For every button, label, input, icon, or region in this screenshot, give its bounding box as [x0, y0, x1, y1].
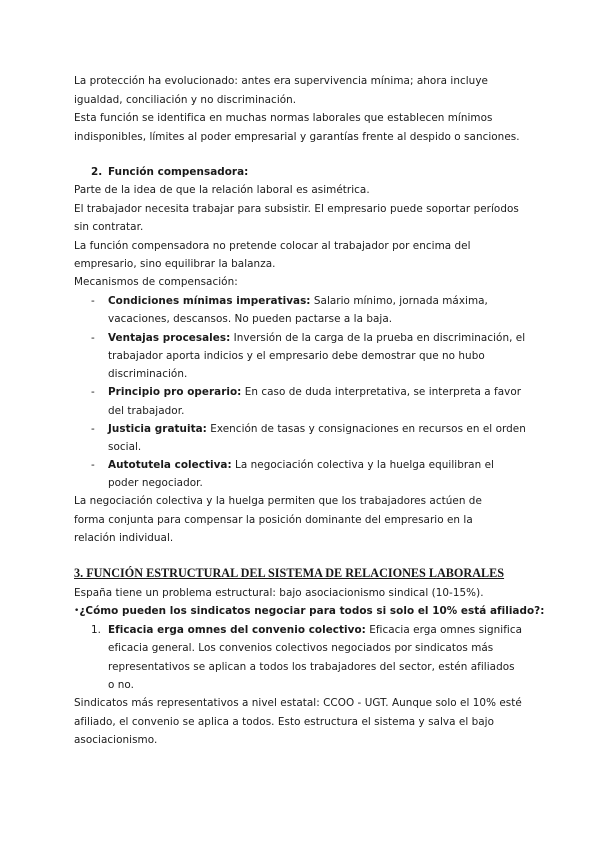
- question-text: ¿Cómo pueden los sindicatos negociar para todos si solo el 10% está afiliado?:: [79, 605, 545, 617]
- paragraph-line: afiliado, el convenio se aplica a todos. Esto estructura el sistema y salva el bajo: [74, 716, 495, 728]
- mechanism-text: En caso de duda interpretativa, se interpreta a favor: [241, 386, 522, 398]
- mechanism-term: Condiciones mínimas imperativas:: [108, 295, 311, 307]
- item-continuation: eficacia general. Los convenios colectivos negociados por sindicatos más: [108, 642, 494, 654]
- paragraph-line: asociacionismo.: [74, 734, 158, 746]
- numbered-item: [108, 621, 522, 639]
- mechanism-continuation: vacaciones, descansos. No pueden pactarse a la baja.: [108, 313, 393, 325]
- paragraph-line: La protección ha evolucionado: antes era supervivencia mínima; ahora incluye: [74, 75, 488, 87]
- paragraph-line: Parte de la idea de que la relación laboral es asimétrica.: [74, 184, 370, 196]
- section-title: Función compensadora:: [108, 166, 249, 178]
- item-term: Eficacia erga omnes del convenio colectivo:: [108, 624, 366, 636]
- paragraph-line: La función compensadora no pretende colocar al trabajador por encima del: [74, 240, 471, 252]
- bullet-dash: -: [91, 332, 95, 344]
- mechanism-term: Ventajas procesales:: [108, 332, 231, 344]
- paragraph-line: sin contratar.: [74, 221, 144, 233]
- mechanism-text: La negociación colectiva y la huelga equilibran el: [231, 459, 494, 471]
- paragraph-line: La negociación colectiva y la huelga permiten que los trabajadores actúen de: [74, 495, 482, 507]
- mechanism-term: Autotutela colectiva:: [108, 459, 232, 471]
- bullet-dash: -: [91, 459, 95, 471]
- mechanism-continuation: discriminación.: [108, 368, 188, 380]
- paragraph-line: Esta función se identifica en muchas normas laborales que establecen mínimos: [74, 112, 493, 124]
- item-continuation: representativos se aplican a todos los trabajadores del sector, estén afiliados: [108, 661, 515, 673]
- mechanism-item: [108, 383, 521, 401]
- paragraph-line: relación individual.: [74, 532, 174, 544]
- paragraph-line: Mecanismos de compensación:: [74, 276, 238, 288]
- paragraph-line: igualdad, conciliación y no discriminación.: [74, 94, 297, 106]
- item-text: Eficacia erga omnes significa: [365, 624, 523, 636]
- paragraph-line: El trabajador necesita trabajar para subsistir. El empresario puede soportar períodos: [74, 203, 519, 215]
- mechanism-text: Exención de tasas y consignaciones en recursos en el orden: [206, 423, 526, 435]
- section-heading: 3. FUNCIÓN ESTRUCTURAL DEL SISTEMA DE RELACIONES LABORALES: [74, 566, 505, 580]
- mechanism-continuation: social.: [108, 441, 142, 453]
- paragraph-line: España tiene un problema estructural: bajo asociacionismo sindical (10-15%).: [74, 587, 484, 599]
- question-line: [74, 602, 544, 621]
- mechanism-item: [108, 420, 526, 438]
- section-number: 2.: [91, 166, 103, 178]
- bullet-dash: -: [91, 295, 95, 307]
- mechanism-text: Inversión de la carga de la prueba en discriminación, el: [230, 332, 526, 344]
- item-continuation: o no.: [108, 679, 134, 691]
- mechanism-text: Salario mínimo, jornada máxima,: [310, 295, 488, 307]
- bullet-marker: •: [74, 606, 80, 616]
- mechanism-continuation: del trabajador.: [108, 405, 185, 417]
- mechanism-continuation: trabajador aporta indicios y el empresario debe demostrar que no hubo: [108, 350, 485, 362]
- mechanism-continuation: poder negociador.: [108, 477, 203, 489]
- mechanism-item: [108, 456, 494, 474]
- mechanism-item: [108, 292, 488, 310]
- mechanism-term: Justicia gratuita:: [108, 423, 207, 435]
- paragraph-line: forma conjunta para compensar la posición dominante del empresario en la: [74, 514, 473, 526]
- bullet-dash: -: [91, 423, 95, 435]
- paragraph-line: empresario, sino equilibrar la balanza.: [74, 258, 276, 270]
- mechanism-item: [108, 329, 525, 347]
- paragraph-line: Sindicatos más representativos a nivel estatal: CCOO - UGT. Aunque solo el 10% esté: [74, 697, 522, 709]
- mechanism-term: Principio pro operario:: [108, 386, 242, 398]
- paragraph-line: indisponibles, límites al poder empresarial y garantías frente al despido o sanciones.: [74, 131, 520, 143]
- bullet-dash: -: [91, 386, 95, 398]
- item-number: 1.: [91, 624, 102, 636]
